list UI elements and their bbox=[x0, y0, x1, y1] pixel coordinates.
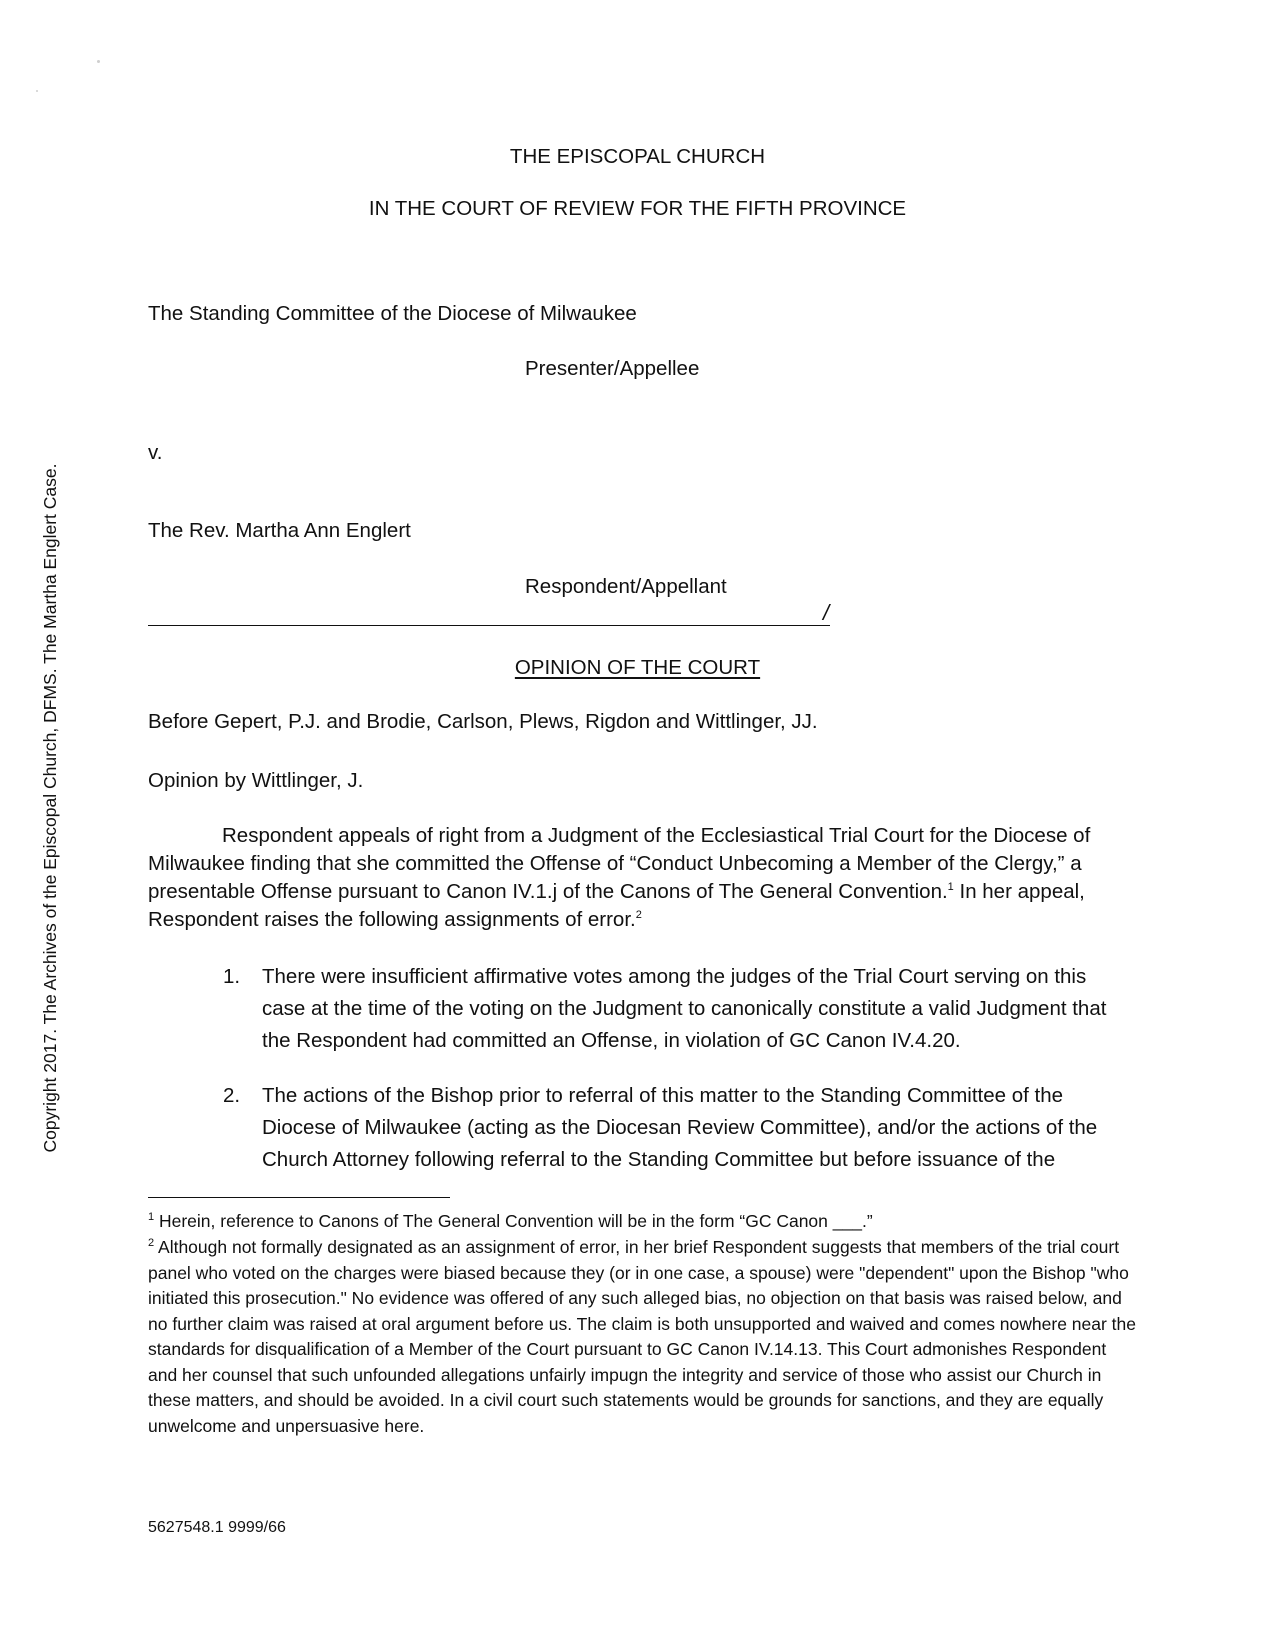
list-item-number: 1. bbox=[223, 965, 241, 988]
caption-separator-line bbox=[148, 625, 830, 626]
versus-label: v. bbox=[148, 441, 163, 464]
intro-paragraph bbox=[148, 822, 1128, 934]
opinion-author: Opinion by Wittlinger, J. bbox=[148, 769, 364, 792]
presenter-role: Presenter/Appellee bbox=[525, 357, 700, 380]
copyright-text: Copyright 2017. The Archives of the Episcopal Church, DFMS. The Martha Englert Case. bbox=[40, 463, 60, 1153]
intro-text-part1: Respondent appeals of right from a Judgment of the Ecclesiastical Trial Court for the Diocese of Milwaukee finding that she committed the Offense of “Conduct Unbecoming a Member of the Clergy,” a presentable Offense pursuant to Canon IV.1.j of the Canons of The General Convention. bbox=[148, 824, 1091, 903]
footnote-text: Herein, reference to Canons of The General Convention will be in the form “GC Canon ___.” bbox=[154, 1211, 873, 1231]
footnote-mark: 2 bbox=[148, 1237, 155, 1250]
court-header-court: IN THE COURT OF REVIEW FOR THE FIFTH PROVINCE bbox=[368, 197, 907, 220]
assignment-of-error-item bbox=[223, 961, 1125, 1057]
scan-speck bbox=[36, 90, 38, 92]
caption-separator-slash: / bbox=[823, 600, 830, 625]
list-item-text: There were insufficient affirmative votes among the judges of the Trial Court serving on this case at the time of the voting on the Judgment to canonically constitute a valid Judgment that the Respondent had committed an Offense, in violation of GC Canon IV.4.20. bbox=[262, 965, 1107, 1052]
panel-judges: Before Gepert, P.J. and Brodie, Carlson, Plews, Rigdon and Wittlinger, JJ. bbox=[148, 710, 818, 733]
respondent-name: The Rev. Martha Ann Englert bbox=[148, 519, 411, 542]
presenter-name: The Standing Committee of the Diocese of Milwaukee bbox=[148, 302, 637, 325]
respondent-role: Respondent/Appellant bbox=[525, 575, 727, 598]
scan-speck bbox=[97, 60, 100, 63]
list-item-number: 2. bbox=[223, 1084, 241, 1107]
court-header-church: THE EPISCOPAL CHURCH bbox=[509, 145, 766, 168]
footnote-separator bbox=[148, 1197, 450, 1198]
document-id: 5627548.1 9999/66 bbox=[148, 1519, 286, 1536]
footnote-ref-2: 2 bbox=[635, 909, 642, 922]
footnote-mark: 1 bbox=[148, 1211, 155, 1224]
footnote-1 bbox=[148, 1209, 1138, 1235]
assignment-of-error-item bbox=[223, 1080, 1125, 1176]
opinion-title: OPINION OF THE COURT bbox=[514, 656, 761, 679]
footnote-ref-1: 1 bbox=[947, 881, 954, 894]
intro-text-part2: In her appeal, Respondent raises the following assignments of error. bbox=[148, 880, 1085, 931]
footnote-2 bbox=[148, 1235, 1138, 1439]
footnote-text: Although not formally designated as an assignment of error, in her brief Respondent suggests that members of the trial court panel who voted on the charges were biased because they (or in one case, a spouse) were "dependent" upon the Bishop "who initiated this prosecution." No evidence was offered of any such alleged bias, no objection on that basis was raised below, and no further claim was raised at oral argument before us. The claim is both unsupported and waived and comes nowhere near the standards for disqualification of a Member of the Court pursuant to GC Canon IV.14.13. This Court admonishes Respondent and her counsel that such unfounded allegations unfairly impugn the integrity and service of those who assist our Church in these matters, and should be avoided. In a civil court such statements would be grounds for sanctions, and they are equally unwelcome and unpersuasive here. bbox=[148, 1237, 1137, 1436]
list-item-text: The actions of the Bishop prior to referral of this matter to the Standing Committee of the Diocese of Milwaukee (acting as the Diocesan Review Committee), and/or the actions of the Church Attorney following referral to the Standing Committee but before issuance of the bbox=[262, 1084, 1098, 1171]
